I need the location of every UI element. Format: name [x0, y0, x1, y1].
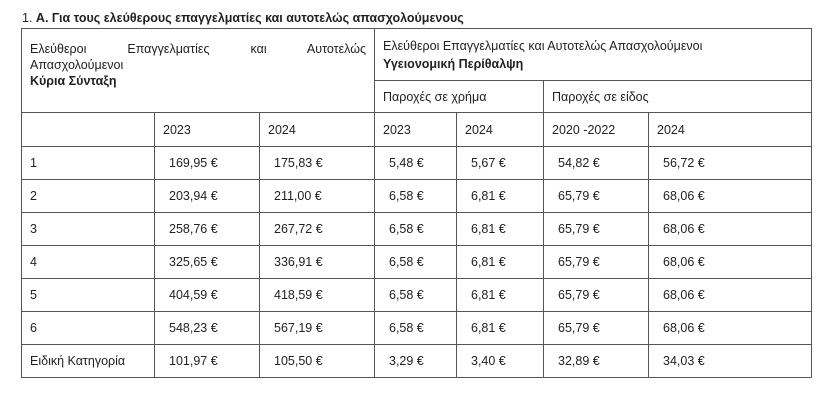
table-row [22, 312, 812, 345]
value-cell: 203,94 € [155, 180, 260, 213]
table-row [22, 180, 812, 213]
row-label-cell: 2 [22, 180, 155, 213]
value-cell: 5,67 € [457, 147, 544, 180]
header-row-top [22, 29, 812, 81]
row-label-cell: 5 [22, 279, 155, 312]
value-cell: 6,58 € [375, 246, 457, 279]
pension-header-cell [22, 29, 375, 113]
row-label-cell: Ειδική Κατηγορία [22, 345, 155, 378]
value-cell: 68,06 € [649, 180, 812, 213]
year-header-cell: 2024 [649, 113, 812, 147]
value-cell: 6,58 € [375, 312, 457, 345]
section-heading [22, 10, 464, 26]
value-cell: 34,03 € [649, 345, 812, 378]
table-row [22, 345, 812, 378]
value-cell: 325,65 € [155, 246, 260, 279]
value-cell: 6,58 € [375, 279, 457, 312]
value-cell: 3,29 € [375, 345, 457, 378]
value-cell: 6,58 € [375, 180, 457, 213]
value-cell: 65,79 € [544, 279, 649, 312]
contributions-table [21, 28, 812, 378]
value-cell: 32,89 € [544, 345, 649, 378]
value-cell: 6,81 € [457, 180, 544, 213]
row-label-cell: 1 [22, 147, 155, 180]
value-cell: 65,79 € [544, 213, 649, 246]
kind-benefits-header: Παροχές σε είδος [544, 81, 812, 113]
value-cell: 68,06 € [649, 312, 812, 345]
value-cell: 6,81 € [457, 279, 544, 312]
value-cell: 68,06 € [649, 279, 812, 312]
year-header-cell: 2023 [155, 113, 260, 147]
value-cell: 336,91 € [260, 246, 375, 279]
health-header-line1: Ελεύθεροι Επαγγελματίες και Αυτοτελώς Απασχολούμενοι [383, 39, 703, 53]
value-cell: 65,79 € [544, 246, 649, 279]
value-cell: 6,58 € [375, 213, 457, 246]
value-cell: 6,81 € [457, 312, 544, 345]
row-label-cell: 4 [22, 246, 155, 279]
value-cell: 267,72 € [260, 213, 375, 246]
year-header-cell: 2020 -2022 [544, 113, 649, 147]
value-cell: 6,81 € [457, 246, 544, 279]
pension-header-line1: Ελεύθεροι Επαγγελματίες και Αυτοτελώς [30, 42, 366, 56]
health-header-title: Υγειονομική Περίθαλψη [383, 57, 524, 71]
value-cell: 404,59 € [155, 279, 260, 312]
value-cell: 54,82 € [544, 147, 649, 180]
row-label-cell: 3 [22, 213, 155, 246]
value-cell: 3,40 € [457, 345, 544, 378]
empty-corner-cell [22, 113, 155, 147]
pension-header-line2: Απασχολούμενοι [30, 58, 124, 72]
table-row [22, 213, 812, 246]
value-cell: 101,97 € [155, 345, 260, 378]
health-header-cell [375, 29, 812, 81]
year-header-cell: 2023 [375, 113, 457, 147]
value-cell: 567,19 € [260, 312, 375, 345]
value-cell: 68,06 € [649, 246, 812, 279]
value-cell: 169,95 € [155, 147, 260, 180]
table-row [22, 246, 812, 279]
value-cell: 175,83 € [260, 147, 375, 180]
value-cell: 105,50 € [260, 345, 375, 378]
value-cell: 56,72 € [649, 147, 812, 180]
value-cell: 5,48 € [375, 147, 457, 180]
pension-header-title: Κύρια Σύνταξη [30, 74, 117, 88]
value-cell: 6,81 € [457, 213, 544, 246]
value-cell: 211,00 € [260, 180, 375, 213]
value-cell: 65,79 € [544, 312, 649, 345]
heading-text: Α. Για τους ελεύθερους επαγγελματίες και αυτοτελώς απασχολούμενους [35, 11, 464, 25]
row-label-cell: 6 [22, 312, 155, 345]
table-body [22, 147, 812, 378]
table-row [22, 147, 812, 180]
year-header-cell: 2024 [260, 113, 375, 147]
value-cell: 65,79 € [544, 180, 649, 213]
heading-number: 1. [22, 11, 33, 25]
value-cell: 258,76 € [155, 213, 260, 246]
value-cell: 418,59 € [260, 279, 375, 312]
year-header-cell: 2024 [457, 113, 544, 147]
value-cell: 548,23 € [155, 312, 260, 345]
value-cell: 68,06 € [649, 213, 812, 246]
year-header-row [22, 113, 812, 147]
cash-benefits-header: Παροχές σε χρήμα [375, 81, 544, 113]
table-row [22, 279, 812, 312]
